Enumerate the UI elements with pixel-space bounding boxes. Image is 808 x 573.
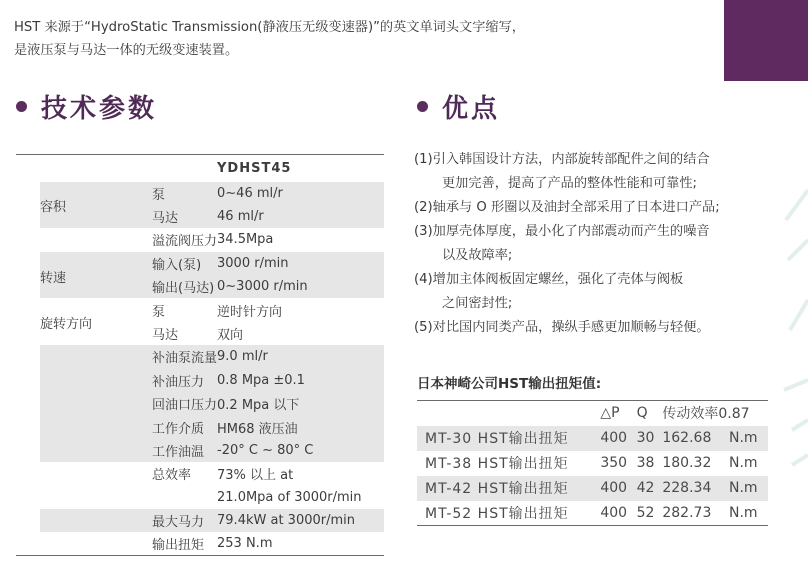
model-header: YDHST45 xyxy=(217,155,384,182)
torque-table xyxy=(417,400,768,526)
group-label xyxy=(16,252,40,275)
table-row xyxy=(417,426,768,451)
param-value: 79.4kW at 3000r/min xyxy=(217,509,384,532)
param-value: 0.2 Mpa 以下 xyxy=(217,392,384,415)
table-row xyxy=(16,532,384,555)
torque-q: 42 xyxy=(635,476,661,501)
param-label: 泵 xyxy=(152,304,166,320)
param-label: 输出(马达) xyxy=(40,275,217,298)
table-row xyxy=(417,451,768,476)
torque-unit: N.m xyxy=(727,426,768,451)
param-value: 21.0Mpa of 3000r/min xyxy=(217,489,362,505)
torque-name: MT-30 HST输出扭矩 xyxy=(417,426,598,451)
group-label xyxy=(16,345,40,368)
group-label xyxy=(16,182,40,205)
param-value: 0~46 ml/r xyxy=(217,182,384,205)
param-label: 总效率 xyxy=(152,468,192,484)
group-label xyxy=(16,532,40,555)
table-row xyxy=(16,252,384,275)
torque-title: 日本神崎公司HST输出扭矩值: xyxy=(417,376,602,392)
torque-name: MT-42 HST输出扭矩 xyxy=(417,476,598,501)
list-item xyxy=(414,148,720,196)
list-item xyxy=(414,196,720,220)
param-value: 46 ml/r xyxy=(217,205,384,228)
advantages-list xyxy=(414,148,720,340)
torque-unit: N.m xyxy=(727,501,768,526)
table-header-row xyxy=(417,401,768,426)
table-row xyxy=(16,182,384,205)
param-label: 马达 xyxy=(40,205,217,228)
table-row xyxy=(16,369,384,392)
param-label: 补油泵流量 xyxy=(40,345,217,368)
group-label xyxy=(16,275,40,298)
torque-val: 282.73 xyxy=(660,501,727,526)
table-row xyxy=(16,462,384,485)
heading-text: 技术参数 xyxy=(41,94,158,124)
table-row xyxy=(417,501,768,526)
advantage-text: (2)轴承与 O 形圈以及油封全部采用了日本进口产品; xyxy=(414,200,720,215)
param-label: 泵 xyxy=(40,182,217,205)
param-value: -20° C ~ 80° C xyxy=(217,439,384,462)
param-label: 工作油温 xyxy=(40,439,217,462)
table-row xyxy=(16,205,384,228)
param-label: 工作介质 xyxy=(40,415,217,438)
list-item xyxy=(414,268,720,316)
torque-dp: 400 xyxy=(598,501,634,526)
torque-dp: 400 xyxy=(598,426,634,451)
group-label xyxy=(16,462,40,485)
param-value: 34.5Mpa xyxy=(217,232,274,248)
group-label: 旋转方向 xyxy=(40,317,93,333)
table-row xyxy=(16,228,384,251)
dp-header: △P xyxy=(598,401,634,426)
torque-dp: 350 xyxy=(600,455,628,471)
torque-q: 30 xyxy=(635,426,661,451)
group-label xyxy=(16,369,40,392)
group-label xyxy=(16,228,40,251)
advantage-text: (1)引入韩国设计方法，内部旋转部配件之间的结合 xyxy=(414,152,710,167)
group-label xyxy=(16,415,40,438)
param-value: 73% 以上 at xyxy=(217,468,294,484)
torque-name: MT-38 HST输出扭矩 xyxy=(425,456,569,472)
advantage-text: (4)增加主体阀板固定螺丝，强化了壳体与阀板 xyxy=(414,272,684,287)
torque-unit: N.m xyxy=(729,455,758,471)
tech-params-heading xyxy=(16,88,157,125)
param-label: 马达 xyxy=(152,328,179,344)
param-label: 输出扭矩 xyxy=(40,532,217,555)
advantages-heading xyxy=(417,88,500,125)
advantage-text: (3)加厚壳体厚度，最小化了内部震动而产生的噪音 xyxy=(414,224,710,239)
group-label xyxy=(16,509,40,532)
table-row xyxy=(417,476,768,501)
intro-line: HST 来源于“HydroStatic Transmission(静液压无级变速器)”的英文单词头文字缩写， xyxy=(14,20,525,35)
param-value: 逆时针方向 xyxy=(217,304,283,320)
list-item xyxy=(414,220,720,268)
group-label xyxy=(16,322,40,345)
param-value: 双向 xyxy=(217,328,244,344)
torque-val: 162.68 xyxy=(660,426,727,451)
param-label: 输入(泵) xyxy=(40,252,217,275)
param-value: 9.0 ml/r xyxy=(217,345,384,368)
advantage-text-cont: 之间密封性; xyxy=(442,296,513,311)
table-row xyxy=(16,509,384,532)
intro-paragraph xyxy=(14,16,704,62)
spec-table xyxy=(16,154,384,556)
param-label xyxy=(40,486,217,509)
list-item xyxy=(414,316,720,340)
group-label: 转速 xyxy=(40,270,67,286)
advantage-text-cont: 以及故障率; xyxy=(442,248,513,263)
param-value: 0~3000 r/min xyxy=(217,275,384,298)
advantage-text-cont: 更加完善，提高了产品的整体性能和可靠性; xyxy=(442,176,698,191)
decorative-stripes xyxy=(782,180,808,470)
efficiency-header: 传动效率0.87 xyxy=(660,401,768,426)
param-value: HM68 液压油 xyxy=(217,415,384,438)
param-label: 溢流阀压力 xyxy=(152,234,218,250)
heading-text: 优点 xyxy=(442,94,501,124)
table-row xyxy=(16,155,384,182)
torque-val: 180.32 xyxy=(662,455,712,471)
table-row xyxy=(16,439,384,462)
torque-name: MT-52 HST输出扭矩 xyxy=(417,501,598,526)
group-label xyxy=(16,486,40,509)
group-label xyxy=(16,439,40,462)
param-value: 3000 r/min xyxy=(217,252,384,275)
table-row xyxy=(16,415,384,438)
torque-q: 52 xyxy=(635,501,661,526)
group-label xyxy=(16,205,40,228)
group-label: 容积 xyxy=(40,200,67,216)
param-value: 0.8 Mpa ±0.1 xyxy=(217,369,384,392)
bullet-dot xyxy=(417,101,428,112)
torque-val: 228.34 xyxy=(660,476,727,501)
intro-line: 是液压泵与马达一体的无级变速装置。 xyxy=(14,43,239,58)
group-label xyxy=(16,298,40,321)
param-label: 补油压力 xyxy=(40,369,217,392)
purple-corner-block xyxy=(724,0,808,81)
param-label: 最大马力 xyxy=(40,509,217,532)
advantage-text: (5)对比国内同类产品，操纵手感更加顺畅与轻便。 xyxy=(414,320,710,335)
table-row xyxy=(16,345,384,368)
q-header: Q xyxy=(635,401,661,426)
param-label: 回油口压力 xyxy=(40,392,217,415)
param-value: 253 N.m xyxy=(217,532,384,555)
table-row xyxy=(16,392,384,415)
table-row xyxy=(16,486,384,509)
table-row xyxy=(16,275,384,298)
bullet-dot xyxy=(16,101,27,112)
torque-unit: N.m xyxy=(727,476,768,501)
torque-q: 38 xyxy=(636,455,655,471)
group-label xyxy=(16,392,40,415)
torque-dp: 400 xyxy=(598,476,634,501)
